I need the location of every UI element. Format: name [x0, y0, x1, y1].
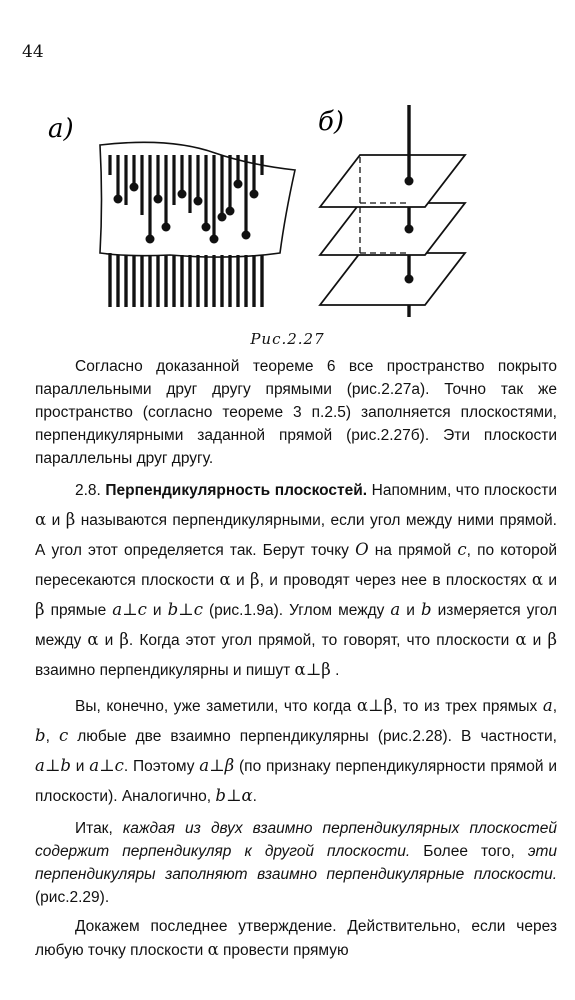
figure-a-lower-lines [110, 253, 262, 307]
body-text [35, 355, 557, 968]
paragraph-3: Вы, конечно, уже заметили, что когда α⊥β, то из трех прямых a, b, c любые две взаимно перпендикулярны (рис.2.28). В частности, a⊥b и a⊥c. Поэтому a⊥β (по признаку перпендикулярности прямой и плоскости). Аналогично, b⊥α. [35, 696, 558, 805]
figure-caption: Рис.2.27 [250, 330, 325, 348]
paragraph-2: 2.8. Перпендикулярность плоскостей. Напомним, что плоскости α и β называются перпендикулярными, если угол между ними прямой. А угол этот определяется так. Берут точку O на прямой c, по которой пересекаются плоскости α и β, и проводят через нее в плоскостях α и β прямые a⊥c и b⊥c (рис.1.9а). Углом между a и b измеряется угол между α и β. Когда этот угол прямой, то говорят, что плоскости α и β взаимно перпендикулярны и пишут α⊥β . [35, 482, 558, 679]
figure-drawing [0, 95, 575, 325]
figure-label-b: б) [318, 107, 345, 137]
paragraph-4: Итак, каждая из двух взаимно перпендикулярных плоскостей содержит перпендикуляр к другой плоскости. Более того, эти перпендикуляры заполняют взаимно перпендикулярные плоскости. (рис.2.29). [35, 820, 557, 906]
paragraph-5: Докажем последнее утверждение. Действительно, если через любую точку плоскости α провести прямую [35, 918, 557, 959]
page-number: 44 [22, 42, 44, 62]
paragraph-1: Согласно доказанной теореме 6 все пространство покрыто параллельными друг другу прямыми (рис.2.27а). Точно так же пространство (согласно теореме 3 п.2.5) заполняется плоскостями, перпендикулярными заданной прямой (рис.2.27б). Эти плоскости параллельны друг другу. [35, 358, 557, 467]
figure-b-planes [320, 155, 465, 305]
figure-2-27 [0, 95, 575, 325]
section-title: Перпендикулярность плоскостей. [105, 482, 368, 499]
figure-label-a: а) [48, 114, 74, 144]
